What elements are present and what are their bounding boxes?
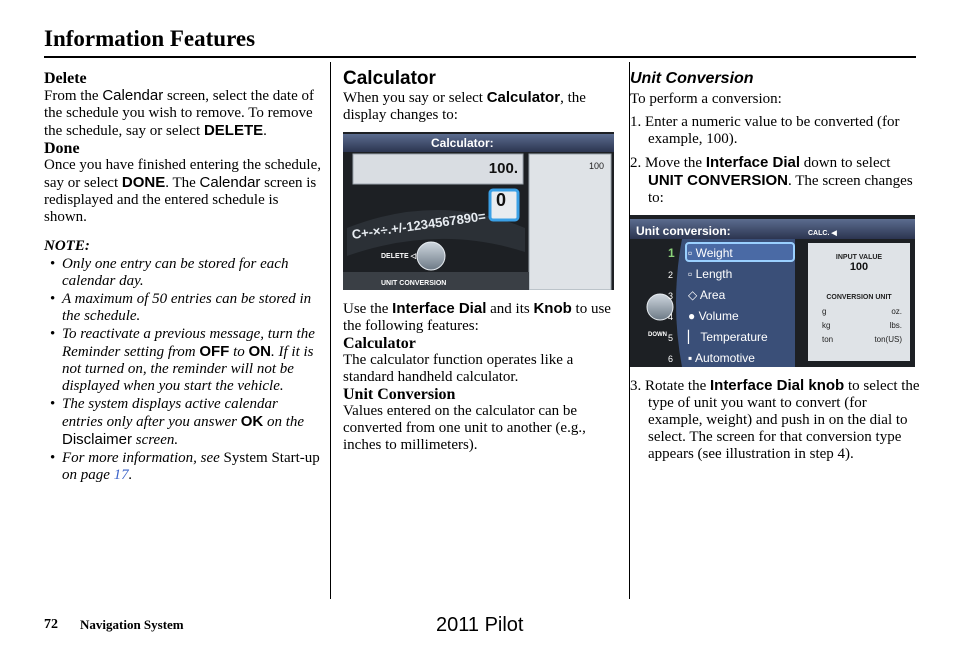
- column-divider-1: [330, 62, 331, 599]
- done-heading: Done: [44, 140, 80, 157]
- footer-title: Navigation System: [80, 617, 184, 632]
- conversion-unit-row: ton ton(US): [822, 335, 902, 344]
- unit-conversion-heading: Unit Conversion: [630, 70, 754, 87]
- done-paragraph: Once you have finished entering the schedule, say or select DONE. The Calendar screen is redisplayed and the entered schedule is shown.: [44, 157, 321, 225]
- calc-button: CALC. ◀: [808, 230, 837, 237]
- watermark: 2011 Pilot: [436, 614, 524, 636]
- page-number: 72: [44, 617, 58, 632]
- title-rule: [44, 56, 916, 58]
- calculator-screen-title: Calculator:: [431, 136, 494, 150]
- unit-conversion-subheading: Unit Conversion: [343, 386, 456, 403]
- calculator-memory: 100: [588, 161, 604, 171]
- calculator-intro: When you say or select Calculator, the display changes to:: [343, 89, 586, 123]
- column-1: [44, 70, 322, 484]
- notes-list: [44, 256, 322, 484]
- unit-conversion-screen-image: [630, 215, 915, 367]
- note-item: • The system displays active calendar entries only after you answer OK on the Disclaimer screen.: [44, 396, 322, 449]
- calculator-subheading: Calculator: [343, 335, 416, 352]
- calculator-keys: C+-×÷.+/-1234567890=: [350, 208, 487, 243]
- conversion-unit-label: CONVERSION UNIT: [826, 294, 892, 301]
- unit-item: 1 ▫ Weight: [668, 246, 733, 260]
- unit-item: 6 ▪ Automotive: [668, 351, 755, 365]
- down-label: DOWN: [648, 332, 667, 338]
- conversion-unit-row: g oz.: [822, 307, 902, 316]
- unit-item: 4 ● Volume: [668, 309, 739, 323]
- step-item: 1. Enter a numeric value to be converted (for example, 100).: [630, 114, 900, 147]
- unit-item: 2 ▫ Length: [668, 267, 733, 281]
- step-item: 2. Move the Interface Dial down to select UNIT CONVERSION. The screen changes to:: [630, 154, 913, 206]
- conversion-unit-row: kg lbs.: [822, 321, 902, 330]
- system-startup-link[interactable]: System Start-up: [223, 450, 320, 466]
- note-item: • For more information, see System Start-up on page 17.: [44, 450, 322, 484]
- input-value-label: INPUT VALUE: [835, 254, 883, 261]
- input-value: 100: [849, 261, 869, 273]
- column-3: [630, 70, 920, 463]
- calculator-screen-image: [343, 132, 614, 290]
- note-item: • To reactivate a previous message, turn the Reminder setting from OFF to ON. If it is not turned on, the reminder will not be displayed when you start the vehicle.: [44, 326, 322, 395]
- calculator-description: The calculator function operates like a standard handheld calculator.: [343, 352, 574, 385]
- calculator-unit-conversion: UNIT CONVERSION: [381, 280, 447, 287]
- delete-paragraph: From the Calendar screen, select the date of the schedule you wish to remove. To remove the schedule, say or select DELETE.: [44, 87, 314, 139]
- unit-item: 5 ▏ Temperature: [668, 330, 768, 344]
- note-label: NOTE:: [44, 238, 90, 254]
- use-paragraph: Use the Interface Dial and its Knob to use the following features:: [343, 300, 611, 334]
- calculator-display: 100.: [488, 160, 518, 177]
- note-item: • Only one entry can be stored for each calendar day.: [44, 256, 322, 290]
- note-item: • A maximum of 50 entries can be stored in the schedule.: [44, 291, 322, 325]
- page-17-link[interactable]: 17: [113, 467, 129, 483]
- unit-item: 3 ◇ Area: [668, 288, 726, 302]
- steps-list-continued: [630, 377, 920, 463]
- page-title: Information Features: [44, 26, 256, 51]
- unit-conversion-description: Values entered on the calculator can be converted from one unit to another (e.g., inches to millimeters).: [343, 403, 586, 453]
- step-item: 3. Rotate the Interface Dial knob to select the type of unit you want to convert (for example, weight) and push in on the dial to select. The screen for that conversion type appears (see illustration in step 4).: [630, 377, 920, 462]
- calculator-delete: DELETE ◁: [381, 253, 416, 260]
- unit-screen-title: Unit conversion:: [636, 224, 731, 238]
- delete-heading: Delete: [44, 70, 87, 87]
- calculator-selected-key: 0: [496, 190, 507, 210]
- unit-conversion-intro: To perform a conversion:: [630, 91, 782, 107]
- calculator-heading: Calculator: [343, 68, 436, 89]
- column-2: [343, 70, 618, 454]
- steps-list: [630, 114, 920, 207]
